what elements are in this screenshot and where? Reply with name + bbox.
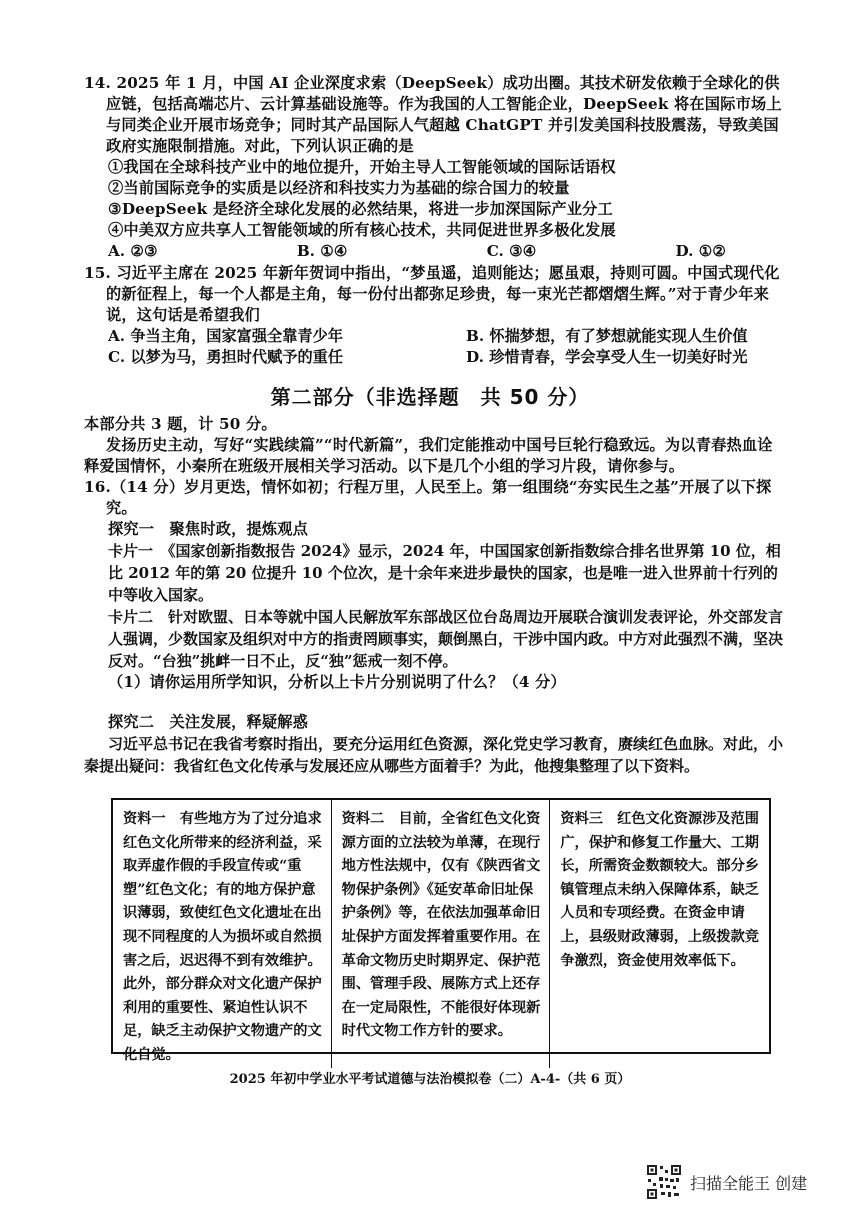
card-2: 卡片二 针对欧盟、日本等就中国人民解放军东部战区位台岛周边开展联合演训发表评论，外交部发言人强调，少数国家及组织对中方的指责罔顾事实，颠倒黑白，干涉中国内政。中方对此强烈不满，坚决反对。“台独”挑衅一日不止，反“独”惩戒一刻不停。 bbox=[108, 608, 784, 670]
material-2-text: 目前，全省红色文化资源方面的立法较为单薄，在现行地方性法规中，仅有《陕西省文物保护条例》《延安革命旧址保护条例》等，在依法加强革命旧址保护方面发挥着重要作用。在革命文物历史时期界定、保护范围、管理手段、展陈方式上还存在一定局限性，不能很好体现新时代文物工作方针的要求。 bbox=[341, 811, 541, 1040]
q14-statement-4: ④中美双方应共享人工智能领域的所有核心技术，共同促进世界多极化发展 bbox=[108, 221, 616, 239]
q14-option-b: B. ①④ bbox=[296, 242, 348, 260]
scanner-label: 扫描全能王 创建 bbox=[690, 1173, 808, 1193]
explore-2 bbox=[84, 712, 784, 777]
q14-statement-2: ②当前国际竞争的实质是以经济和科技实力为基础的综合国力的较量 bbox=[108, 179, 570, 197]
material-1 bbox=[113, 800, 332, 1068]
q14-option-a: A. ②③ bbox=[108, 242, 158, 260]
q15-option-d: D. 珍惜青春，学会享受人生一切美好时光 bbox=[466, 348, 748, 366]
q14-stem: 14. 2025 年 1 月，中国 AI 企业深度求索（DeepSeek）成功出圈。其技术研发依赖于全球化的供应链，包括高端芯片、云计算基础设施等。作为我国的人工智能企业，DeepSeek 将在国际市场上与同类企业开展市场竞争；同时其产品国际人气超越 ChatGPT 并引发美国科技股震荡，导致美国政府实施限制措施。对此，下列认识正确的是 bbox=[84, 74, 782, 155]
part-2-title: 第二部分（非选择题 共 50 分） bbox=[270, 385, 590, 409]
material-1-head: 资料一 bbox=[123, 811, 166, 827]
q15-option-c: C. 以梦为马，勇担时代赋予的重任 bbox=[108, 348, 344, 366]
q14-options bbox=[84, 241, 784, 262]
scanner-watermark bbox=[646, 1164, 807, 1200]
q15-option-a: A. 争当主角，国家富强全靠青少年 bbox=[108, 327, 343, 345]
q15-option-b: B. 怀揣梦想，有了梦想就能实现人生价值 bbox=[466, 327, 748, 345]
material-3-head: 资料三 bbox=[560, 811, 603, 827]
q16-sub-1: （1）请你运用所学知识，分析以上卡片分别说明了什么？（4 分） bbox=[108, 673, 566, 691]
q14-statement-1: ①我国在全球科技产业中的地位提升，开始主导人工智能领域的国际话语权 bbox=[108, 158, 616, 176]
q15-stem: 15. 习近平主席在 2025 年新年贺词中指出，“梦虽遥，追则能达；愿虽艰，持则可圆。中国式现代化的新征程上，每一个人都是主角，每一份付出都弥足珍贵，每一束光芒都熠熠生辉。”对于青少年来说，这句话是希望我们 bbox=[84, 264, 780, 324]
q14-option-c: C. ③④ bbox=[486, 242, 537, 260]
q15-options bbox=[84, 326, 784, 368]
q16-stem: 16.（14 分）岁月更迭，情怀如初；行程万里，人民至上。第一组围绕“夯实民生之基”开展了以下探究。 bbox=[84, 478, 772, 517]
q14-option-d: D. ①② bbox=[675, 242, 726, 260]
question-14 bbox=[84, 73, 784, 262]
material-3 bbox=[550, 800, 769, 1068]
qr-code-icon bbox=[646, 1164, 682, 1200]
part-2-intro: 本部分共 3 题，计 50 分。 bbox=[84, 415, 277, 433]
material-1-text: 有些地方为了过分追求红色文化所带来的经济利益，采取弄虚作假的手段宣传或“重塑”红色文化；有的地方保护意识薄弱，致使红色文化遗址在出现不同程度的人为损坏或自然损害之后，迟迟得不到有效维护。此外，部分群众对文化遗产保护利用的重要性、紧迫性认识不足，缺乏主动保护文物遗产的文化自觉。 bbox=[123, 811, 322, 1063]
part-2-body bbox=[84, 414, 784, 693]
question-15 bbox=[84, 263, 784, 368]
q14-statement-3: ③DeepSeek 是经济全球化发展的必然结果，将进一步加深国际产业分工 bbox=[108, 200, 613, 218]
page-footer: 2025 年初中学业水平考试道德与法治模拟卷（二）A-4-（共 6 页） bbox=[229, 1072, 631, 1087]
explore-1-title: 探究一 聚焦时政，提炼观点 bbox=[108, 520, 309, 538]
card-1: 卡片一 《国家创新指数报告 2024》显示，2024 年，中国国家创新指数综合排名世界第 10 位，相比 2012 年的第 20 位提升 10 个位次，是十余年来进步最快的国家，也是唯一进入世界前十行列的中等收入国家。 bbox=[108, 542, 781, 604]
material-2-head: 资料二 bbox=[341, 811, 385, 827]
explore-2-title: 探究二 关注发展，释疑解惑 bbox=[108, 713, 309, 731]
materials-table bbox=[111, 798, 771, 1063]
part-2-lead: 发扬历史主动，写好“实践续篇”“时代新篇”，我们定能推动中国号巨轮行稳致远。为以青春热血诠释爱国情怀，小秦所在班级开展相关学习活动。以下是几个小组的学习片段，请你参与。 bbox=[84, 436, 773, 475]
material-3-text: 红色文化资源涉及范围广，保护和修复工作量大、工期长，所需资金数额较大。部分乡镇管理点未纳入保障体系，缺乏人员和专项经费。在资金申请上，县级财政薄弱，上级拨款竞争激烈，资金使用效率低下。 bbox=[560, 811, 759, 969]
explore-2-text: 习近平总书记在我省考察时指出，要充分运用红色资源，深化党史学习教育，赓续红色血脉。对此，小秦提出疑问：我省红色文化传承与发展还应从哪些方面着手？为此，他搜集整理了以下资料。 bbox=[84, 735, 784, 775]
material-2 bbox=[332, 800, 551, 1068]
